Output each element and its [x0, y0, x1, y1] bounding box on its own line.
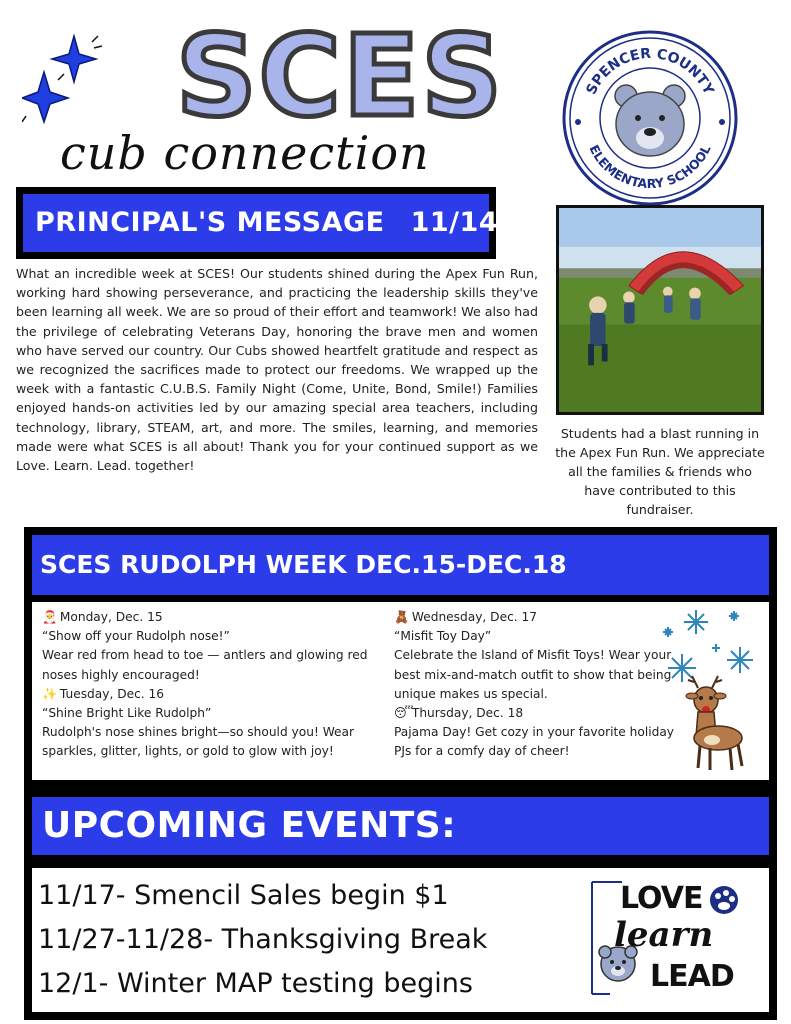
day-wednesday	[394, 608, 694, 704]
day-details: Celebrate the Island of Misfit Toys! Wear your best mix-and-match outfit to show that being unique makes us special.	[394, 648, 672, 701]
rudolph-week-body	[32, 602, 769, 780]
love-learn-lead-logo	[586, 878, 746, 1000]
reindeer-snowflakes-icon	[660, 606, 766, 776]
day-label: Monday, Dec. 15	[59, 610, 163, 624]
principal-message-header	[16, 187, 548, 259]
day-label: Tuesday, Dec. 16	[59, 686, 165, 701]
day-monday	[42, 608, 384, 685]
newsletter-subtitle: cub connection	[60, 126, 430, 180]
event-item: 11/27-11/28- Thanksgiving Break	[38, 924, 488, 955]
logo-text-bottom: ELEMENTARY SCHOOL	[586, 142, 714, 192]
day-label: Wednesday, Dec. 17	[411, 610, 538, 624]
upcoming-events-heading: UPCOMING EVENTS:	[32, 797, 769, 855]
motto-lead: LEAD	[650, 959, 734, 994]
day-details: Pajama Day! Get cozy in your favorite holiday PJs for a comfy day of cheer!	[394, 725, 675, 759]
message-date: 11/14/25	[410, 207, 548, 238]
day-theme: “Shine Bright Like Rudolph”	[42, 706, 212, 721]
rudolph-days-left	[42, 608, 384, 762]
sleeping-face-icon: 😴	[394, 706, 414, 721]
day-label: Thursday, Dec. 18	[411, 706, 524, 721]
day-thursday	[394, 704, 694, 762]
day-details: Wear red from head to toe — antlers and glowing red noses highly encouraged!	[42, 648, 368, 682]
sparkle-icons	[22, 34, 102, 124]
day-theme: “Misfit Toy Day”	[394, 629, 492, 644]
event-item: 12/1- Winter MAP testing begins	[38, 968, 473, 999]
principal-message-text: What an incredible week at SCES! Our students shined during the Apex Fun Run, working hard showing perseverance, and practicing the leadership skills they've been learning all week. We are so proud of their effort and teamwork! We also had the privilege of celebrating Veterans Day, honoring the brave men and women who have served our country. Our Cubs showed heartfelt gratitude and respect as we recognized the sacrifices made to protect our freedoms. We wrapped up the week with a fantastic C.U.B.S. Family Night (Come, Unite, Bond, Smile!) Families enjoyed hands-on activities led by our amazing special area teachers, including technology, library, STEAM, art, and more. The smiles, learning, and memories made were what SCES is all about! Thank you for your continued support as we Love. Learn. Lead. together!	[16, 266, 538, 474]
bear-icon	[615, 85, 685, 156]
rudolph-days-right	[394, 608, 694, 762]
teddy-bear-icon: 🧸	[394, 610, 410, 624]
school-logo	[562, 30, 738, 206]
event-item: 11/17- Smencil Sales begin $1	[38, 880, 449, 911]
newsletter-title: SCES	[175, 12, 505, 142]
fun-run-photo	[556, 205, 764, 415]
principal-heading: PRINCIPAL'S MESSAGE	[35, 207, 385, 238]
sparkles-icon: ✨	[42, 686, 58, 701]
santa-icon: 🎅	[42, 610, 58, 624]
photo-caption: Students had a blast running in the Apex Fun Run. We appreciate all the families & friends who have contributed to this fundraiser.	[555, 426, 765, 517]
events-list	[38, 874, 598, 1006]
motto-learn: learn	[614, 915, 714, 955]
logo-text-top: SPENCER COUNTY	[583, 45, 717, 98]
day-tuesday	[42, 685, 384, 762]
day-details: Rudolph's nose shines bright—so should you! Wear sparkles, glitter, lights, or gold to glow with joy!	[42, 725, 355, 759]
motto-love: LOVE	[620, 881, 703, 916]
day-theme: “Show off your Rudolph nose!”	[42, 629, 230, 644]
rudolph-week-heading: SCES RUDOLPH WEEK DEC.15-DEC.18	[32, 535, 769, 595]
